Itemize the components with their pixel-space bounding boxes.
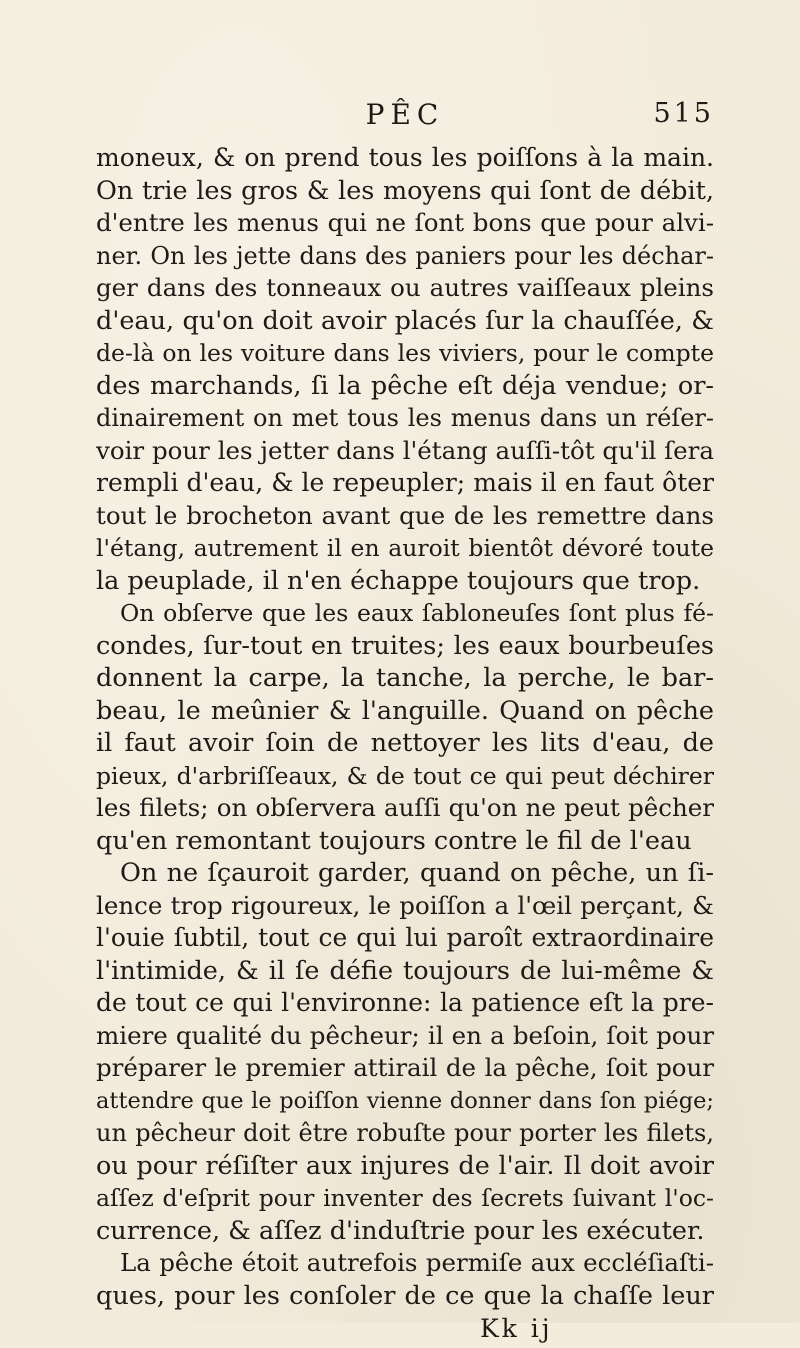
text-line-35: La pêche étoit autrefois permiſe aux eccléſiaſti-: [120, 1248, 714, 1277]
text-line-18: beau, le meûnier & l'anguille. Quand on pêche: [96, 695, 714, 726]
text-line-7: de-là on les voiture dans les viviers, pour le compte: [96, 339, 714, 367]
body-text: [96, 142, 714, 1312]
text-line-11: rempli d'eau, & le repeupler; mais il en faut ôter: [96, 468, 714, 497]
text-line-19: il faut avoir ſoin de nettoyer les lits d'eau, de: [96, 728, 714, 758]
text-line-8: des marchands, ſi la pêche eſt déja vendue; or-: [96, 370, 714, 401]
text-line-13: l'étang, autrement il en auroit bientôt dévoré toute: [96, 534, 714, 562]
page-header: [96, 98, 714, 142]
text-line-3: d'entre les menus qui ne ſont bons que pour alvi-: [96, 208, 714, 237]
text-line-15: On obſerve que les eaux ſabloneuſes ſont plus fé-: [120, 599, 714, 627]
text-line-27: de tout ce qui l'environne: la patience eſt la pre-: [96, 988, 714, 1017]
text-line-12: tout le brocheton avant que de les remettre dans: [96, 500, 714, 530]
text-line-36: ques, pour les conſoler de ce que la chaſſe leur: [96, 1280, 714, 1311]
text-line-21: les filets; on obſervera auſſi qu'on ne peut pêcher: [96, 793, 714, 822]
text-line-6: d'eau, qu'on doit avoir placés ſur la chauſſée, &: [96, 305, 714, 336]
text-line-10: voir pour les jetter dans l'étang auſſi-tôt qu'il ſera: [96, 435, 714, 465]
text-line-16: condes, ſur-tout en truites; les eaux bourbeuſes: [96, 630, 714, 661]
text-line-20: pieux, d'arbriſſeaux, & de tout ce qui peut déchirer: [96, 761, 714, 790]
text-line-5: ger dans des tonneaux ou autres vaiſſeaux pleins: [96, 273, 714, 302]
signature-mark: Kk ij: [480, 1314, 553, 1343]
text-line-33: aſſez d'eſprit pour inventer des ſecrets ſuivant l'oc-: [96, 1184, 714, 1212]
text-line-14: la peuplade, il n'en échappe toujours que trop.: [96, 565, 701, 596]
text-line-29: préparer le premier attirail de la pêche, ſoit pour: [96, 1053, 714, 1082]
text-line-31: un pêcheur doit être robuſte pour porter les filets,: [96, 1119, 714, 1147]
text-line-25: l'ouie ſubtil, tout ce qui lui paroît extraordinaire: [96, 923, 714, 952]
page-footer: [96, 1314, 714, 1348]
running-head: PÊC: [365, 98, 445, 131]
text-line-30: attendre que le poiſſon vienne donner dans ſon piége;: [96, 1087, 714, 1114]
text-line-32: ou pour réſiſter aux injures de l'air. Il doit avoir: [96, 1150, 714, 1181]
text-line-17: donnent la carpe, la tanche, la perche, le bar-: [96, 663, 714, 693]
text-line-9: dinairement on met tous les menus dans un réſer-: [96, 404, 714, 432]
page-number: 515: [653, 98, 714, 129]
text-line-28: miere qualité du pêcheur; il en a beſoin, ſoit pour: [96, 1020, 714, 1050]
text-line-23: On ne ſçauroit garder, quand on pêche, un ſi-: [120, 858, 714, 888]
text-line-22: qu'en remontant toujours contre le fil de l'eau: [96, 825, 692, 856]
text-line-2: On trie les gros & les moyens qui ſont de débit,: [96, 175, 714, 206]
text-line-24: lence trop rigoureux, le poiſſon a l'œil perçant, &: [96, 890, 714, 920]
text-line-1: moneux, & on prend tous les poiſſons à la main.: [96, 143, 714, 172]
text-line-26: l'intimide, & il ſe défie toujours de lui-même &: [96, 955, 714, 986]
text-line-34: currence, & aſſez d'induſtrie pour les exécuter.: [96, 1215, 705, 1246]
text-line-4: ner. On les jette dans des paniers pour les déchar-: [96, 241, 714, 270]
